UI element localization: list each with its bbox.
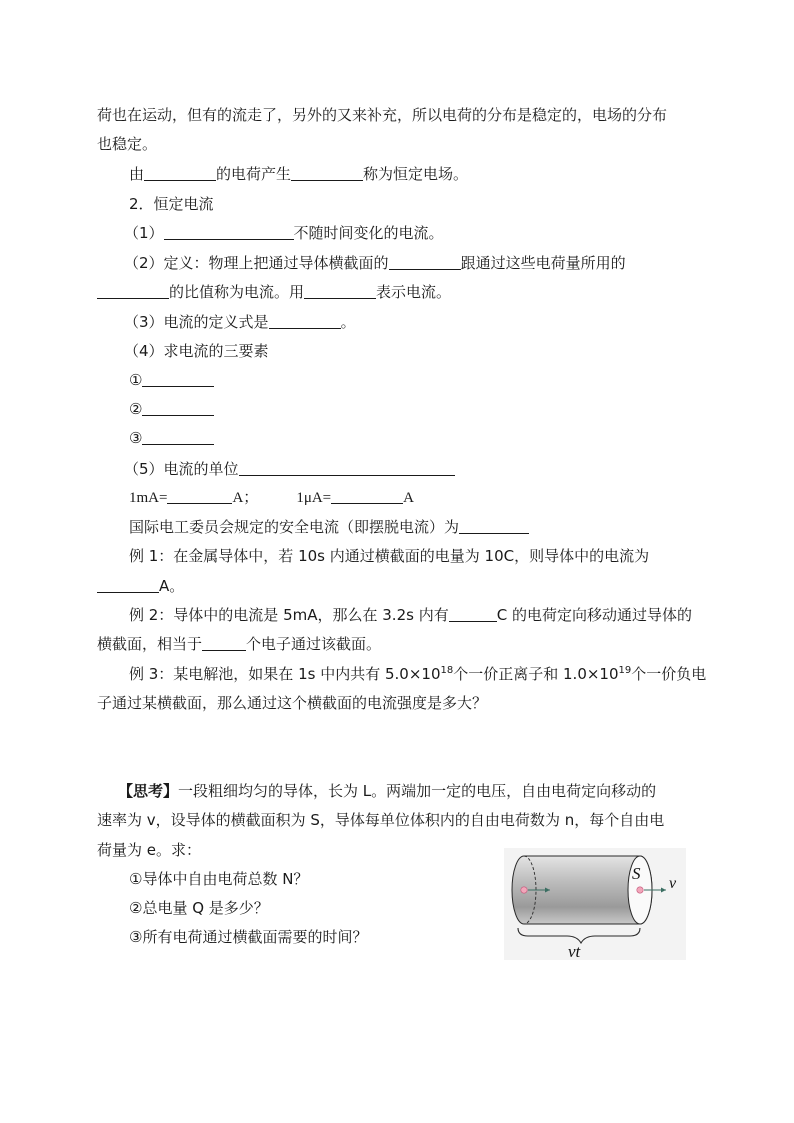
question-2: ②总电量 Q 是多少？ — [129, 899, 269, 917]
fill-blank[interactable] — [142, 429, 214, 445]
field-definition-line: 由 的电荷产生 称为恒定电场。 — [129, 165, 469, 183]
fill-blank[interactable] — [97, 283, 169, 299]
think-line: 【思考】一段粗细均匀的导体，长为 L。两端加一定的电压，自由电荷定向移动的 — [118, 782, 657, 800]
item-2-line-cont: 的比值称为电流。用 表示电流。 — [97, 282, 451, 302]
question-3: ③所有电荷通过横截面需要的时间？ — [129, 928, 368, 946]
element-1-line: ① — [129, 370, 214, 390]
think-line-cont: 速率为 v，设导体的横截面积为 S，导体每单位体积内的自由电荷数为 n，每个自由电 — [97, 811, 665, 829]
fill-blank[interactable] — [269, 313, 341, 329]
example-2-line: 例 2：导体中的电流是 5mA，那么在 3.2s 内有 C 的电荷定向移动通过导体的 — [129, 606, 692, 624]
example-1-line-cont: A。 — [97, 576, 184, 596]
label-v: v — [669, 875, 677, 892]
fill-blank[interactable] — [331, 488, 403, 504]
example-3-line-cont: 子通过某横截面，那么通过这个横截面的电流强度是多大？ — [97, 694, 488, 712]
label-s: S — [632, 864, 641, 883]
fill-blank[interactable] — [239, 460, 455, 476]
paragraph-line: 荷也在运动，但有的流走了，另外的又来补充，所以电荷的分布是稳定的，电场的分布 — [97, 106, 668, 124]
conductor-cylinder-figure — [504, 848, 686, 960]
example-3-line: 例 3：某电解池，如果在 1s 中内共有 $5.0\times 10^{18}$个一价正离子和 $1.0\times 10^{19}$个一价负电 — [129, 665, 707, 683]
example-2-line-cont: 横截面，相当于 个电子通过该截面。 — [97, 635, 382, 653]
item-5-line: （5）电流的单位 — [124, 459, 455, 479]
fill-blank[interactable] — [449, 606, 497, 622]
item-2-line: （2）定义：物理上把通过导体横截面的 跟通过这些电荷量所用的 — [124, 254, 626, 272]
fill-blank[interactable] — [167, 488, 232, 504]
fill-blank[interactable] — [304, 283, 376, 299]
label-vt: vt — [568, 942, 581, 960]
fill-blank[interactable] — [202, 635, 246, 651]
item-4-line: （4）求电流的三要素 — [124, 342, 269, 360]
fill-blank[interactable] — [389, 254, 461, 270]
fill-blank[interactable] — [459, 518, 529, 534]
item-3-line: （3）电流的定义式是 。 — [124, 313, 356, 331]
fill-blank[interactable] — [164, 224, 294, 240]
fill-blank[interactable] — [144, 165, 216, 181]
safe-current-line: 国际电工委员会规定的安全电流（即摆脱电流）为 — [129, 517, 529, 537]
units-line: 1mA= A； 1μA= A — [129, 490, 414, 506]
charge-dot — [521, 887, 527, 893]
item-1-line: （1） 不随时间变化的电流。 — [124, 224, 444, 242]
fill-blank[interactable] — [142, 400, 214, 416]
charge-dot — [637, 887, 643, 893]
example-1-line: 例 1：在金属导体中，若 10s 内通过横截面的电量为 10C，则导体中的电流为 — [129, 547, 650, 565]
think-line-cont: 荷量为 e。求： — [97, 841, 201, 859]
paragraph-line: 也稳定。 — [97, 135, 158, 153]
section-heading: 2．恒定电流 — [129, 195, 214, 213]
fill-blank[interactable] — [291, 165, 363, 181]
fill-blank[interactable] — [97, 577, 159, 593]
element-2-line: ② — [129, 399, 214, 419]
question-1: ①导体中自由电荷总数 N？ — [129, 870, 309, 888]
element-3-line: ③ — [129, 428, 214, 448]
fill-blank[interactable] — [142, 371, 214, 387]
